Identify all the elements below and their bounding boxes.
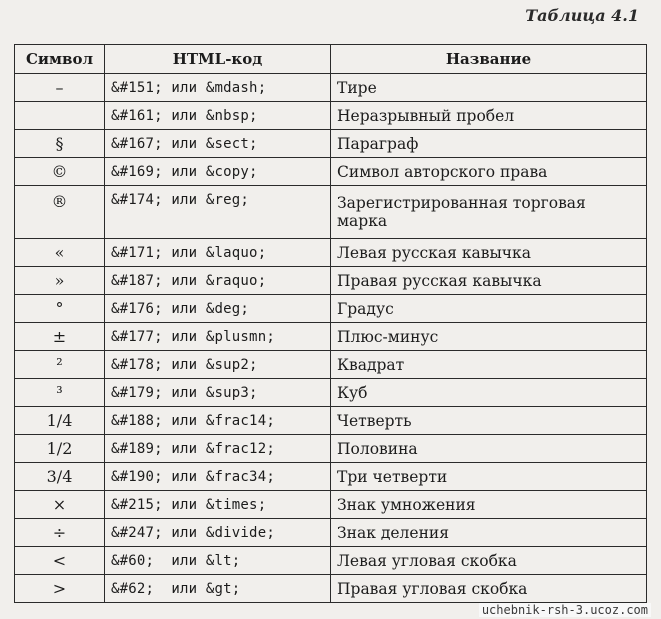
symbol-cell: ÷ [15,519,105,547]
table-row [15,102,647,130]
table-row [15,351,647,379]
name-cell: Правая русская кавычка [331,267,647,295]
symbol-cell [15,102,105,130]
code-cell: &#188; или &frac14; [105,407,331,435]
code-cell: &#176; или &deg; [105,295,331,323]
table-row [15,130,647,158]
table-header-row [15,45,647,74]
code-cell: &#161; или &nbsp; [105,102,331,130]
code-cell: &#187; или &raquo; [105,267,331,295]
name-cell: Левая русская кавычка [331,239,647,267]
name-cell: Левая угловая скобка [331,547,647,575]
symbol-cell: × [15,491,105,519]
table-row [15,323,647,351]
symbol-cell: ³ [15,379,105,407]
name-cell: Неразрывный пробел [331,102,647,130]
symbol-cell: – [15,74,105,102]
table-row [15,74,647,102]
symbol-cell: 1/2 [15,435,105,463]
table-row [15,267,647,295]
table-row [15,491,647,519]
symbol-cell: < [15,547,105,575]
name-cell: Половина [331,435,647,463]
name-cell: Три четверти [331,463,647,491]
code-cell: &#171; или &laquo; [105,239,331,267]
code-cell: &#178; или &sup2; [105,351,331,379]
name-cell: Правая угловая скобка [331,575,647,603]
code-cell: &#247; или &divide; [105,519,331,547]
symbol-cell: 1/4 [15,407,105,435]
symbol-cell: ± [15,323,105,351]
table-row [15,186,647,239]
symbol-cell: ² [15,351,105,379]
header-html-code: HTML-код [105,45,331,74]
table-row [15,435,647,463]
table-row [15,547,647,575]
code-cell: &#174; или &reg; [105,186,331,239]
name-cell: Знак умножения [331,491,647,519]
symbol-cell: § [15,130,105,158]
code-cell: &#60; или &lt; [105,547,331,575]
table-row [15,519,647,547]
table-row [15,239,647,267]
name-cell: Тире [331,74,647,102]
table-row [15,158,647,186]
symbol-cell: » [15,267,105,295]
name-cell: Квадрат [331,351,647,379]
table-row [15,575,647,603]
symbol-cell: © [15,158,105,186]
name-cell: Четверть [331,407,647,435]
symbol-cell: ® [15,186,105,239]
name-cell: Знак деления [331,519,647,547]
header-symbol: Символ [15,45,105,74]
code-cell: &#189; или &frac12; [105,435,331,463]
name-cell: Градус [331,295,647,323]
table-row [15,407,647,435]
symbol-cell: ° [15,295,105,323]
code-cell: &#167; или &sect; [105,130,331,158]
name-cell: Куб [331,379,647,407]
code-cell: &#62; или &gt; [105,575,331,603]
table-caption: Таблица 4.1 [525,6,639,25]
code-cell: &#215; или &times; [105,491,331,519]
symbol-cell: « [15,239,105,267]
table-row [15,379,647,407]
watermark-text: uchebnik-rsh-3.ucoz.com [479,603,651,617]
name-cell: Параграф [331,130,647,158]
code-cell: &#190; или &frac34; [105,463,331,491]
table-row [15,463,647,491]
symbol-cell: 3/4 [15,463,105,491]
code-cell: &#177; или &plusmn; [105,323,331,351]
name-cell: Зарегистрированная торговая марка [331,186,647,239]
code-cell: &#151; или &mdash; [105,74,331,102]
code-cell: &#169; или &copy; [105,158,331,186]
symbol-cell: > [15,575,105,603]
entities-table [14,44,647,603]
header-name: Название [331,45,647,74]
code-cell: &#179; или &sup3; [105,379,331,407]
table-row [15,295,647,323]
name-cell: Плюс-минус [331,323,647,351]
name-cell: Символ авторского права [331,158,647,186]
